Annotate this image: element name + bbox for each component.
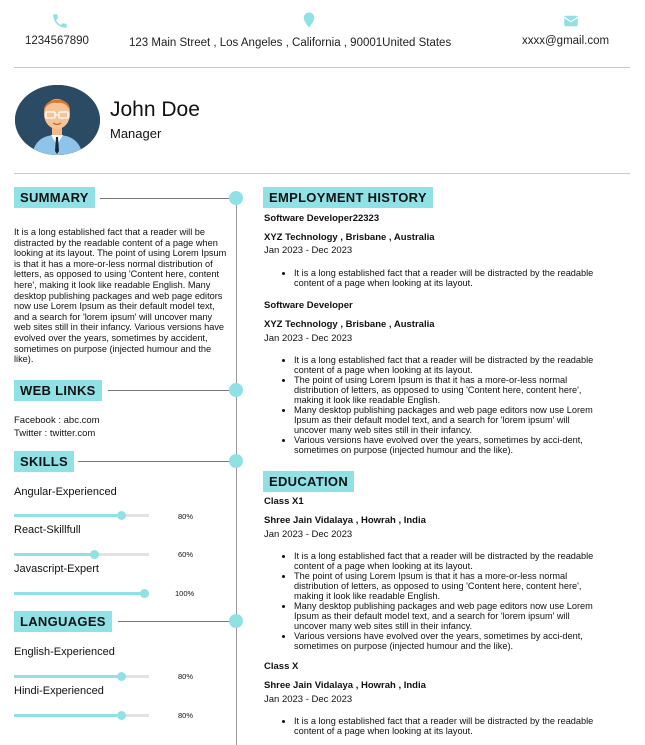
language-percent: 80% [178,711,194,720]
skill-name: Javascript-Expert [14,563,99,575]
bullet-item: • The point of using Lorem Ipsum is that it has a more-or-less normal distribution of letters, as opposed to using 'Content here, content here', making it look like readable English. [294,375,604,405]
job-company: XYZ Technology , Brisbane , Australia [264,232,435,243]
languages-rule [118,621,232,622]
employment-heading: EMPLOYMENT HISTORY [263,187,433,208]
avatar-illustration-icon [15,85,100,155]
bullet-item: • Many desktop publishing packages and web page editors now use Lorem Ipsum as their default model text, and a search for 'lorem ipsum' will uncover many web sites still in their infancy. [294,405,604,435]
bullet-item: • Various versions have evolved over the years, sometimes by acci-dent, sometimes on purpose (injected humour and the like). [294,435,604,455]
web-link-value: abc.com [63,415,100,426]
bullet-item: • Various versions have evolved over the years, sometimes by acci-dent, sometimes on purpose (injected humour and the like). [294,631,604,651]
bullet-item: • It is a long established fact that a reader will be distracted by the readable content of a page when looking at its layout. [294,355,604,375]
web-link-value: twitter.com [49,428,96,439]
education-heading: EDUCATION [263,471,354,492]
web-links-heading: WEB LINKS [14,380,102,401]
education-school: Shree Jain Vidalaya , Howrah , India [264,680,426,691]
web-links-rule [108,390,232,391]
education-dates: Jan 2023 - Dec 2023 [264,694,353,705]
language-bar-knob [117,711,126,720]
skill-bar [14,553,149,556]
location-pin-icon [300,11,318,29]
skills-heading: SKILLS [14,451,74,472]
skill-percent: 80% [178,512,194,521]
phone-icon [51,12,69,30]
languages-heading: LANGUAGES [14,611,112,632]
email[interactable]: xxxx@gmail.com [522,35,610,47]
bullet-item: • It is a long established fact that a reader will be distracted by the readable content of a page when looking at its layout. [294,716,604,736]
divider-top [14,67,630,68]
person-name: John Doe [110,98,200,121]
timeline-line [236,198,237,745]
language-bar-fill [14,714,122,717]
summary-text: It is a long established fact that a reader will be distracted by the readable content of a page when looking at its layout. The point of using Lorem Ipsum is that it has a more-or-less normal distribution of letters, as opposed to using 'Content here, content here', making it look like readable English. Many desktop publishing packages and web page editors now use Lorem Ipsum as their default model text, and a search for 'lorem ipsum' will uncover many web sites still in their infancy. Various versions have evolved over the years, sometimes by accident, sometimes on purpose (injected humour and the like). [14,227,227,365]
skill-bar-fill [14,592,149,595]
job-title: Software Developer [264,300,353,311]
web-links-dot [229,383,243,397]
language-name: English-Experienced [14,646,115,658]
skill-name: Angular-Experienced [14,486,117,498]
job-bullets [284,355,604,455]
web-link-facebook[interactable] [14,415,100,426]
bullet-item: • The point of using Lorem Ipsum is that it has a more-or-less normal distribution of letters, as opposed to using 'Content here, content here', making it look like readable English. [294,571,604,601]
education-bullets [284,551,604,651]
person-role: Manager [110,126,162,141]
address: 123 Main Street , Los Angeles , California , 90001United States [129,37,452,49]
language-percent: 80% [178,672,194,681]
web-link-twitter[interactable] [14,428,95,439]
summary-dot [229,191,243,205]
language-bar-knob [117,672,126,681]
bullet-item: • It is a long established fact that a reader will be distracted by the readable content of a page when looking at its layout. [294,551,604,571]
skill-bar-knob [90,550,99,559]
job-bullets [284,268,604,288]
job-dates: Jan 2023 - Dec 2023 [264,333,353,344]
languages-dot [229,614,243,628]
job-title: Software Developer22323 [264,213,380,224]
skill-percent: 100% [175,589,195,598]
skill-bar-knob [117,511,126,520]
skill-percent: 60% [178,550,194,559]
web-link-label: Facebook : [14,415,61,426]
phone-number: 1234567890 [25,35,89,47]
education-title: Class X [264,661,299,672]
summary-heading: SUMMARY [14,187,95,208]
skill-bar-knob [140,589,149,598]
skill-bar [14,592,149,595]
skills-dot [229,454,243,468]
skill-bar [14,514,149,517]
skills-rule [78,461,232,462]
job-company: XYZ Technology , Brisbane , Australia [264,319,435,330]
web-link-label: Twitter : [14,428,48,439]
education-bullets [284,716,604,736]
job-dates: Jan 2023 - Dec 2023 [264,245,353,256]
avatar [15,85,100,155]
language-bar [14,714,149,717]
language-bar [14,675,149,678]
summary-rule [100,198,232,199]
language-bar-fill [14,675,122,678]
mail-icon [562,12,580,30]
bullet-item: • Many desktop publishing packages and web page editors now use Lorem Ipsum as their default model text, and a search for 'lorem ipsum' will uncover many web sites still in their infancy. [294,601,604,631]
bullet-item: • It is a long established fact that a reader will be distracted by the readable content of a page when looking at its layout. [294,268,604,288]
education-school: Shree Jain Vidalaya , Howrah , India [264,515,426,526]
skill-bar-fill [14,553,95,556]
language-name: Hindi-Experienced [14,685,104,697]
education-dates: Jan 2023 - Dec 2023 [264,529,353,540]
divider-header [14,173,630,174]
education-title: Class X1 [264,496,304,507]
skill-name: React-Skillfull [14,524,81,536]
skill-bar-fill [14,514,122,517]
